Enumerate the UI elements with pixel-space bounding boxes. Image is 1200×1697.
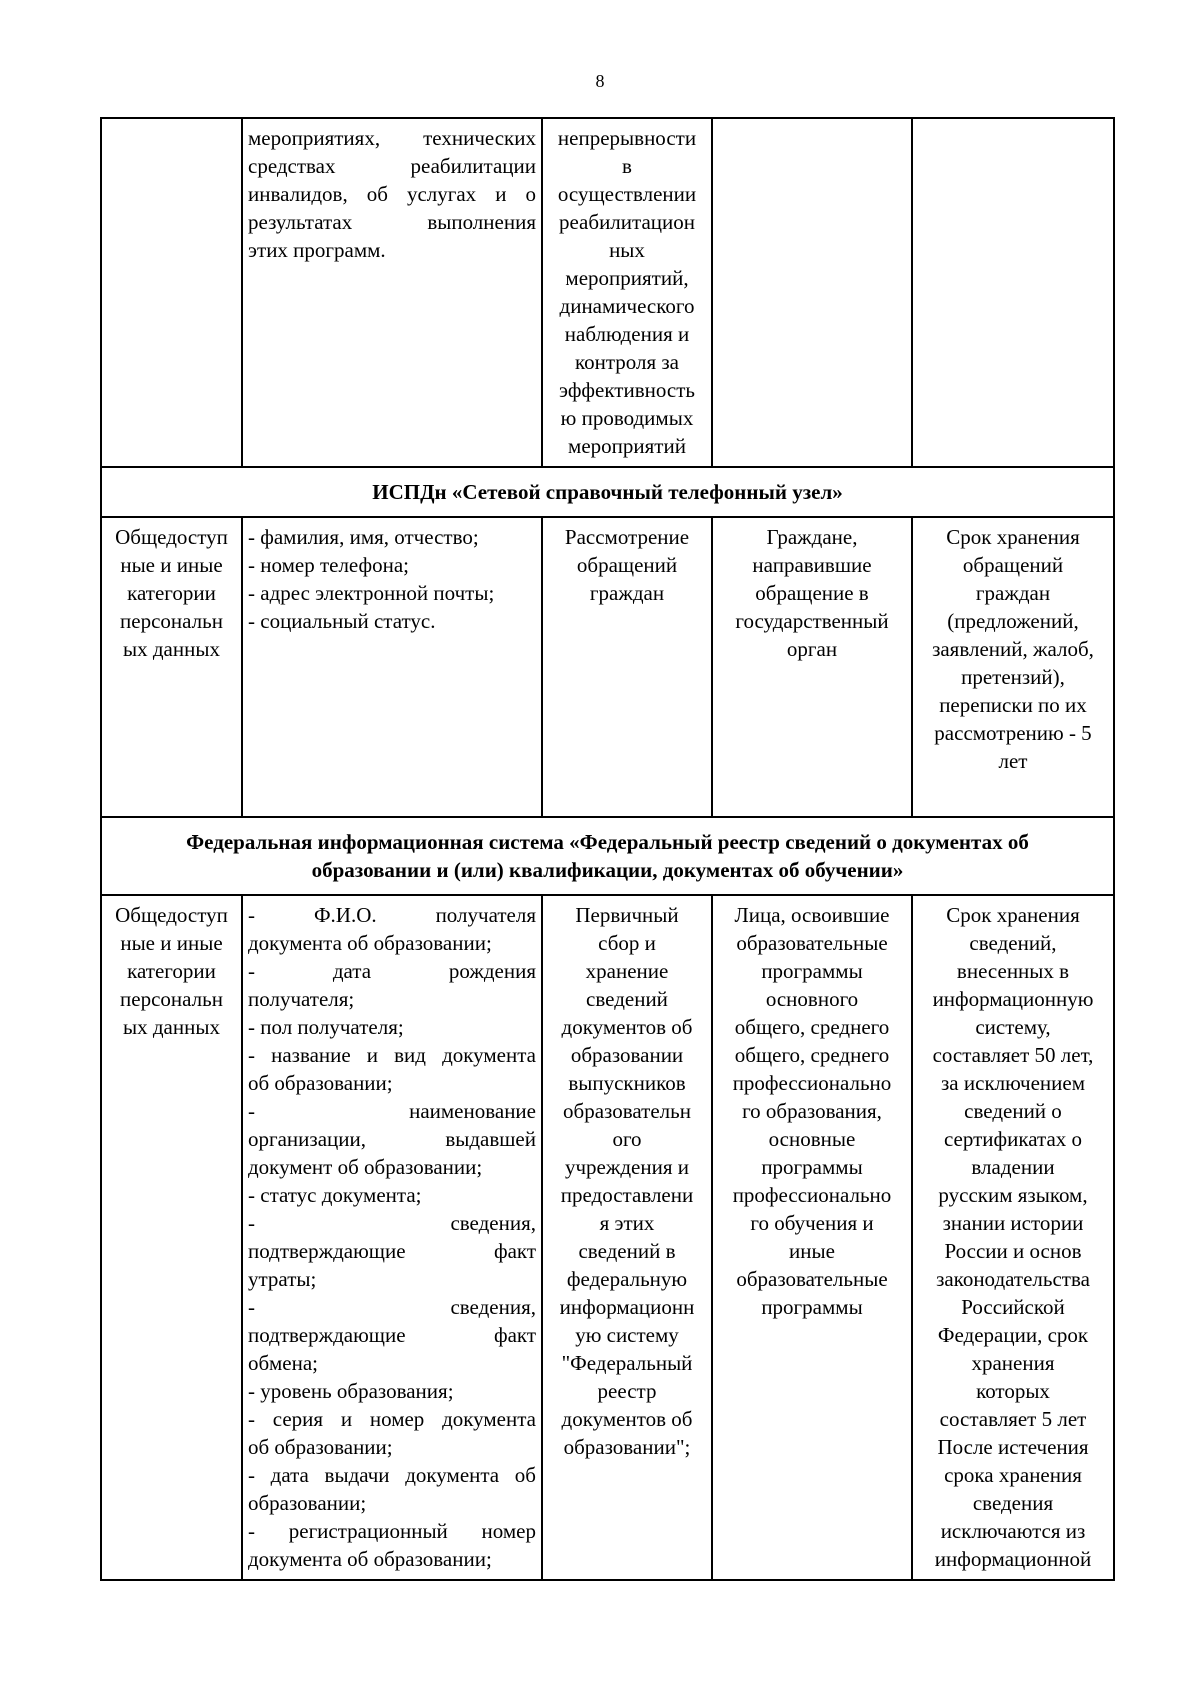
cell-text-line: ую систему (575, 1323, 679, 1347)
cell-text-line: федеральную (566, 1267, 688, 1291)
cell-text-line: выпускников (568, 1071, 686, 1095)
cell-text-line: обращений (576, 553, 678, 577)
section-header-row (101, 467, 1114, 517)
cell-text-line: го обучения и (750, 1211, 874, 1235)
cell-text-line: владении (971, 1155, 1055, 1179)
cell-text-line: го образования, (742, 1099, 882, 1123)
cell-text-line: исключаются из (940, 1519, 1086, 1543)
cell-retention (912, 118, 1114, 467)
cell-retention (912, 517, 1114, 817)
cell-text-line: наблюдения и (564, 322, 690, 346)
cell-text-line: утраты; (248, 1267, 317, 1291)
cell-text-line: подтверждающие факт (248, 1323, 536, 1347)
personal-data-table (100, 117, 1115, 1581)
cell-text-line: Срок хранения (946, 525, 1080, 549)
cell-text-line: учреждения и (564, 1155, 690, 1179)
cell-text-line: граждан (975, 581, 1051, 605)
cell-text-line: сведений (586, 987, 668, 1011)
cell-text-line: направившие (752, 553, 872, 577)
cell-text-line: обмена; (248, 1351, 318, 1375)
cell-data-list (242, 517, 542, 817)
cell-text-line: образовании; (248, 1491, 367, 1515)
cell-text-line: программы (761, 959, 863, 983)
cell-text-line: сведений в (578, 1239, 676, 1263)
cell-text-line: знании истории (942, 1211, 1084, 1235)
cell-text-line: в (622, 154, 632, 178)
cell-text-line: Общедоступ (115, 903, 228, 927)
cell-text-line: - сведения, (248, 1295, 536, 1319)
cell-text-line: составляет 5 лет (939, 1407, 1087, 1431)
cell-subjects (712, 517, 912, 817)
cell-text-line: основного (765, 987, 859, 1011)
cell-text-line: - наименование (248, 1099, 536, 1123)
cell-text-line: динамического (559, 294, 695, 318)
cell-text-line: документов об (561, 1407, 693, 1431)
cell-text-line: профессионально (732, 1071, 892, 1095)
cell-text-line: Федерации, срок (937, 1323, 1089, 1347)
section-title-line: Федеральная информационная система «Федеральный реестр сведений о документах об (186, 830, 1029, 854)
section-title-text: ИСПДн «Сетевой справочный телефонный узел» (372, 480, 843, 504)
cell-text-line: профессионально (732, 1183, 892, 1207)
cell-text-line: орган (786, 637, 838, 661)
cell-text-line: образовании (570, 1043, 684, 1067)
cell-text-line: мероприятий (568, 434, 686, 458)
cell-text-line: претензий), (961, 665, 1065, 689)
cell-purpose (542, 118, 712, 467)
cell-text-line: программы (761, 1155, 863, 1179)
cell-text-line: - статус документа; (248, 1183, 422, 1207)
cell-text-line: - номер телефона; (248, 553, 409, 577)
cell-text-line: общего, среднего (734, 1015, 890, 1039)
cell-text-line: ные и иные (120, 931, 223, 955)
cell-text-line: - дата рождения (248, 959, 536, 983)
cell-text-line: организации, выдавшей (248, 1127, 536, 1151)
cell-text-line: сведений, (969, 931, 1057, 955)
cell-text-line: которых (976, 1379, 1050, 1403)
cell-text-line: я этих (599, 1211, 655, 1235)
cell-text-line: эффективность (559, 378, 695, 402)
cell-text-line: персональн (120, 609, 223, 633)
cell-text-line: - уровень образования; (248, 1379, 454, 1403)
cell-text-line: реестр (597, 1379, 657, 1403)
cell-text-line: Общедоступ (115, 525, 228, 549)
cell-text-line: образовательные (736, 931, 888, 955)
cell-text-line: ых данных (123, 637, 220, 661)
table-row (101, 895, 1114, 1580)
page-number: 8 (595, 71, 605, 91)
cell-text-line: России и основ (944, 1239, 1082, 1263)
cell-text-line: - адрес электронной почты; (248, 581, 495, 605)
cell-text-line: лет (998, 749, 1028, 773)
cell-purpose (542, 517, 712, 817)
cell-text-line: получателя; (248, 987, 355, 1011)
cell-text-line: - название и вид документа (248, 1043, 536, 1067)
cell-text-line: систему, (975, 1015, 1051, 1039)
section-title (101, 467, 1114, 517)
cell-text-line: ого (612, 1127, 642, 1151)
cell-text-line: документа об образовании; (248, 931, 492, 955)
cell-category (101, 517, 242, 817)
cell-text-line: переписки по их (939, 693, 1087, 717)
cell-text-line: контроля за (574, 350, 680, 374)
cell-text-line: результатах выполнения (248, 210, 536, 234)
cell-text-line: сведений о (964, 1099, 1062, 1123)
cell-text-line: категории (127, 581, 216, 605)
cell-text-line: ых данных (123, 1015, 220, 1039)
cell-text-line: "Федеральный (561, 1351, 693, 1375)
cell-text-line: (предложений, (947, 609, 1079, 633)
cell-text-line: информационн (559, 1295, 695, 1319)
cell-text-line: об образовании; (248, 1071, 393, 1095)
cell-text-line: граждан (589, 581, 665, 605)
cell-text-line: - дата выдачи документа об (248, 1463, 536, 1487)
cell-text-line: общего, среднего (734, 1043, 890, 1067)
cell-text-line: русским языком, (938, 1183, 1088, 1207)
cell-text-line: категории (127, 959, 216, 983)
cell-text-line: составляет 50 лет, (932, 1043, 1094, 1067)
cell-text-line: информационную (932, 987, 1094, 1011)
cell-text-line: Первичный (575, 903, 679, 927)
cell-text-line: После истечения (937, 1435, 1089, 1459)
cell-text-line: - Ф.И.О. получателя (248, 903, 536, 927)
cell-text-line: срока хранения (944, 1463, 1082, 1487)
cell-text-line: обращений (962, 553, 1064, 577)
cell-text-line: основные (768, 1127, 856, 1151)
cell-text-line: предоставлени (560, 1183, 694, 1207)
cell-text-line: заявлений, жалоб, (932, 637, 1094, 661)
cell-text-line: инвалидов, об услугах и о (248, 182, 536, 206)
cell-text-line: хранение (585, 959, 669, 983)
cell-text-line: средствах реабилитации (248, 154, 536, 178)
table-row-continuation (101, 118, 1114, 467)
cell-subjects (712, 895, 912, 1580)
cell-text-line: образовании"; (563, 1435, 691, 1459)
cell-text-line: непрерывности (557, 126, 697, 150)
cell-subjects (712, 118, 912, 467)
cell-purpose (542, 895, 712, 1580)
cell-data-list (242, 118, 542, 467)
cell-text-line: осуществлении (557, 182, 697, 206)
cell-text-line: документов об (561, 1015, 693, 1039)
cell-text-line: Лица, освоившие (734, 903, 890, 927)
cell-text-line: мероприятий, (565, 266, 689, 290)
cell-text-line: - сведения, (248, 1211, 536, 1235)
cell-text-line: документа об образовании; (248, 1547, 492, 1571)
table-row (101, 517, 1114, 817)
cell-text-line: Рассмотрение (564, 525, 690, 549)
cell-category (101, 118, 242, 467)
cell-text-line: - социальный статус. (248, 609, 436, 633)
cell-text-line: - пол получателя; (248, 1015, 404, 1039)
cell-text-line: об образовании; (248, 1435, 393, 1459)
cell-category (101, 895, 242, 1580)
section-title-line: образовании и (или) квалификации, документах об обучении» (311, 858, 904, 882)
cell-text-line: сертификатах о (943, 1127, 1083, 1151)
cell-text-line: программы (761, 1295, 863, 1319)
cell-text-line: рассмотрению - 5 (934, 721, 1092, 745)
cell-retention (912, 895, 1114, 1580)
cell-text-line: ных (609, 238, 645, 262)
cell-text-line: информационной (934, 1547, 1092, 1571)
cell-text-line: Граждане, (766, 525, 858, 549)
cell-text-line: иные (789, 1239, 835, 1263)
cell-text-line: реабилитацион (558, 210, 695, 234)
cell-text-line: хранения (971, 1351, 1055, 1375)
cell-text-line: обращение в (755, 581, 869, 605)
cell-text-line: - серия и номер документа (248, 1407, 536, 1431)
cell-data-list (242, 895, 542, 1580)
cell-text-line: государственный (735, 609, 889, 633)
cell-text-line: персональн (120, 987, 223, 1011)
cell-text-line: внесенных в (956, 959, 1070, 983)
cell-text-line: сведения (972, 1491, 1054, 1515)
cell-text-line: - фамилия, имя, отчество; (248, 525, 479, 549)
cell-text-line: ю проводимых (560, 406, 694, 430)
cell-text-line: образовательные (736, 1267, 888, 1291)
cell-text-line: мероприятиях, технических (248, 126, 536, 150)
cell-text-line: ные и иные (120, 553, 223, 577)
cell-text-line: - регистрационный номер (248, 1519, 536, 1543)
cell-text-line: Российской (961, 1295, 1065, 1319)
cell-text-line: подтверждающие факт (248, 1239, 536, 1263)
section-title (101, 817, 1114, 895)
cell-text-line: документ об образовании; (248, 1155, 483, 1179)
section-header-row (101, 817, 1114, 895)
cell-text-line: сбор и (598, 931, 656, 955)
cell-text-line: образовательн (563, 1099, 691, 1123)
cell-text-line: этих программ. (248, 238, 386, 262)
cell-text-line: законодательства (936, 1267, 1090, 1291)
cell-text-line: за исключением (941, 1071, 1085, 1095)
cell-text-line: Срок хранения (946, 903, 1080, 927)
